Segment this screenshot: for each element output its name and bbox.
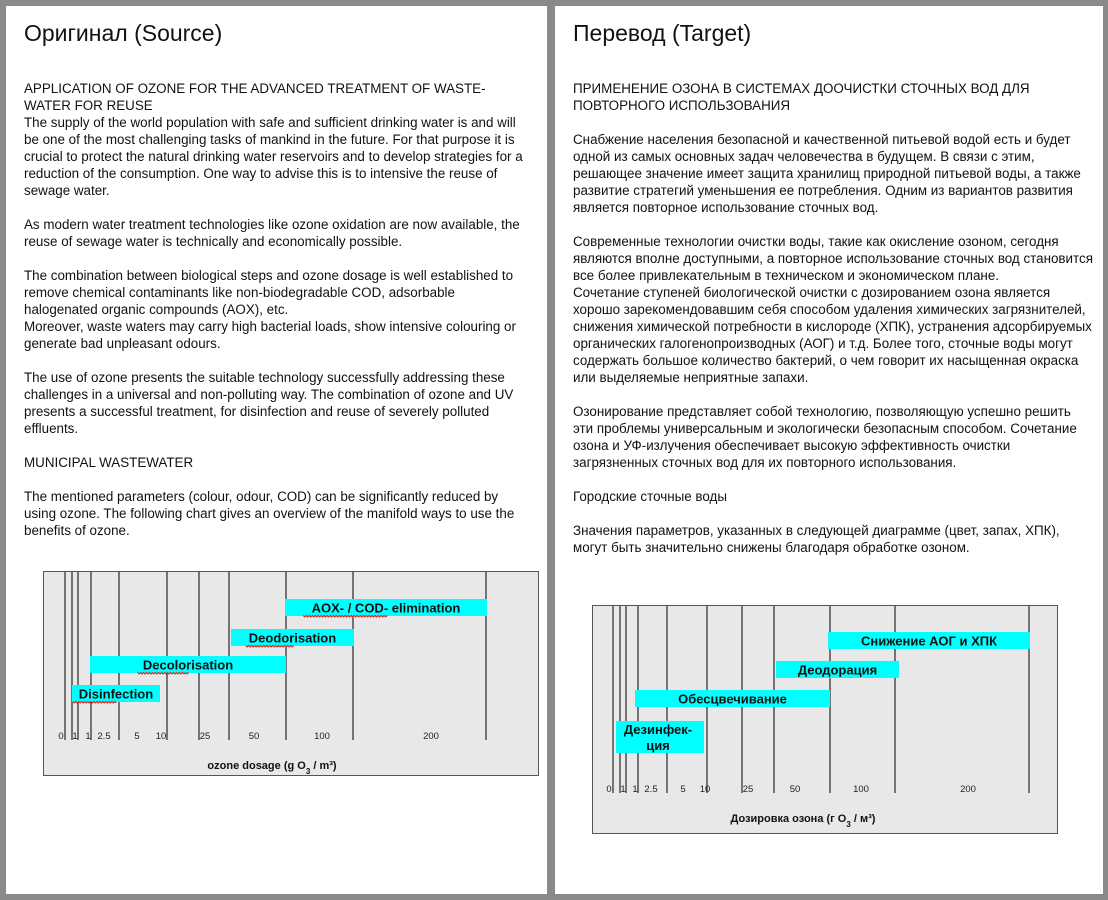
bar-label: Disinfection — [78, 686, 154, 702]
tick-label: 50 — [248, 731, 260, 742]
target-heading — [573, 80, 1093, 114]
tick-label: 5 — [134, 731, 140, 742]
bar-label: Снижение АОГ и ХПК — [860, 633, 998, 649]
spellcheck-underline — [303, 616, 387, 618]
source-paragraph: As modern water treatment technologies like ozone oxidation are now available, the reuse of sewage water is technically and economically possible. — [24, 217, 520, 249]
bar-label: AOX- / COD- elimination — [311, 600, 461, 616]
target-paragraph: Снабжение населения безопасной и качественной питьевой водой есть и будет одной из самых основных задач человечества в будущем. В связи с этим, решающее значение имеет защита хранилищ природной питьевой воды, а также развитие стратегий уменьшения ее потребления. Одним из вариантов развития является повторное использование сточных вод. — [573, 132, 1081, 215]
source-paragraph: The mentioned parameters (colour, odour, COD) can be significantly reduced by using ozone. The following chart gives an overview of the manifold ways to use the benefits of ozone. — [24, 489, 515, 538]
bar-label: Дезинфек- — [623, 722, 693, 737]
tick-label: 50 — [789, 784, 801, 795]
tick-label: 1 — [632, 784, 638, 795]
tick-label: 1 — [85, 731, 91, 742]
target-panel — [555, 6, 1103, 894]
target-text — [573, 80, 1093, 573]
x-axis-title: Дозировка озона (г $O_3 / м^3$) — [730, 813, 876, 829]
source-heading — [24, 80, 529, 114]
tick-label: 25 — [199, 731, 211, 742]
source-subheading: MUNICIPAL WASTEWATER — [24, 455, 194, 470]
range-bar — [616, 721, 704, 753]
tick-label: 5 — [680, 784, 686, 795]
x-axis-title: ozone dosage (g $O_3 / m^3$) — [207, 760, 337, 775]
target-paragraph: Значения параметров, указанных в следующей диаграмме (цвет, запах, ХПК), могут быть значительно снижены благодаря обработке озоном. — [573, 523, 1060, 555]
source-paragraph: The use of ozone presents the suitable technology successfully addressing these challenges in a universal and non-polluting way. The combination of ozone and UV presents a successful treatment, for disinfection and reuse of severely polluted effluents. — [24, 370, 514, 436]
source-paragraph: Moreover, waste waters may carry high bacterial loads, show intensive colouring or generate bad unpleasant odours. — [24, 319, 516, 351]
source-paragraph: The combination between biological steps and ozone dosage is well established to remove chemical contaminants like non-biodegradable COD, adsorbable halogenated organic compounds (AOX), etc. — [24, 268, 514, 317]
tick-label: 100 — [853, 784, 869, 795]
bar-label: Деодорация — [797, 662, 878, 678]
tick-label: 2.5 — [644, 784, 658, 795]
tick-label: 0 — [58, 731, 64, 742]
range-bar — [231, 629, 354, 647]
source-paragraph: The supply of the world population with safe and sufficient drinking water is and will be one of the most challenging tasks of mankind in the future. For that purpose it is crucial to protect the natural drinking water reservoirs and to develop strategies for a reduction of the consumption. One way to advise this is to intensive the reuse of sewage water. — [24, 115, 523, 198]
range-chart-svg — [44, 572, 538, 775]
tick-label: 0 — [606, 784, 612, 795]
bar-label: Обесцвечивание — [678, 691, 787, 707]
tick-label: 25 — [742, 784, 754, 795]
tick-label: 100 — [314, 731, 330, 742]
bar-label: Deodorisation — [248, 630, 337, 646]
range-bar — [776, 661, 899, 678]
source-panel — [6, 6, 547, 894]
range-chart-svg — [593, 606, 1057, 833]
range-bar — [828, 632, 1030, 649]
tick-label: 10 — [155, 731, 167, 742]
tick-label: 1 — [620, 784, 626, 795]
source-chart — [43, 571, 539, 776]
bar-label: ция — [646, 738, 670, 753]
tick-label: 200 — [423, 731, 439, 742]
target-heading-line: ПРИМЕНЕНИЕ ОЗОНА В СИСТЕМАХ ДООЧИСТКИ СТОЧНЫХ ВОД ДЛЯ — [573, 81, 1030, 96]
range-bar — [285, 599, 487, 617]
range-bar — [90, 656, 286, 674]
source-heading-line: APPLICATION OF OZONE FOR THE ADVANCED TREATMENT OF WASTE- — [24, 81, 486, 96]
tick-label: 2.5 — [97, 731, 111, 742]
target-paragraph: Сочетание ступеней биологической очистки с дозированием озона является хорошо зарекомендовавшим себя способом удаления химических загрязнителей, снижения химической потребности в кислороде (ХПК), устранения адсорбируемых органических галогенопроизводных (АОГ) и т.д. Более того, сточные воды могут содержать большое количество бактерий, о чем говорит их насыщенная окраска или выделяемые неприятные запахи. — [573, 285, 1092, 385]
target-subheading: Городские сточные воды — [573, 489, 727, 504]
tick-label: 10 — [699, 784, 711, 795]
bar-label: Decolorisation — [142, 657, 234, 673]
source-heading-line: WATER FOR REUSE — [24, 98, 153, 113]
target-title: Перевод (Target) — [573, 20, 752, 46]
target-chart — [592, 605, 1058, 834]
tick-label: 200 — [960, 784, 976, 795]
target-paragraph: Современные технологии очистки воды, такие как окисление озоном, сегодня являются вполне доступными, а повторное использование сточных вод становится все более привлекательным в техническом и экономическом плане. — [573, 234, 1093, 283]
tick-label: 1 — [72, 731, 78, 742]
source-text — [24, 80, 529, 556]
source-title: Оригинал (Source) — [24, 20, 223, 46]
range-bar — [635, 690, 830, 707]
target-paragraph: Озонирование представляет собой технологию, позволяющую успешно решить эти проблемы универсальным и экологически безопасным способом. Сочетание озона и УФ-излучения обеспечивает высокую эффективность очистки загрязненных сточных вод для их повторного использования. — [573, 404, 1077, 470]
target-heading-line: ПОВТОРНОГО ИСПОЛЬЗОВАНИЯ — [573, 98, 791, 113]
range-bar — [72, 685, 160, 703]
